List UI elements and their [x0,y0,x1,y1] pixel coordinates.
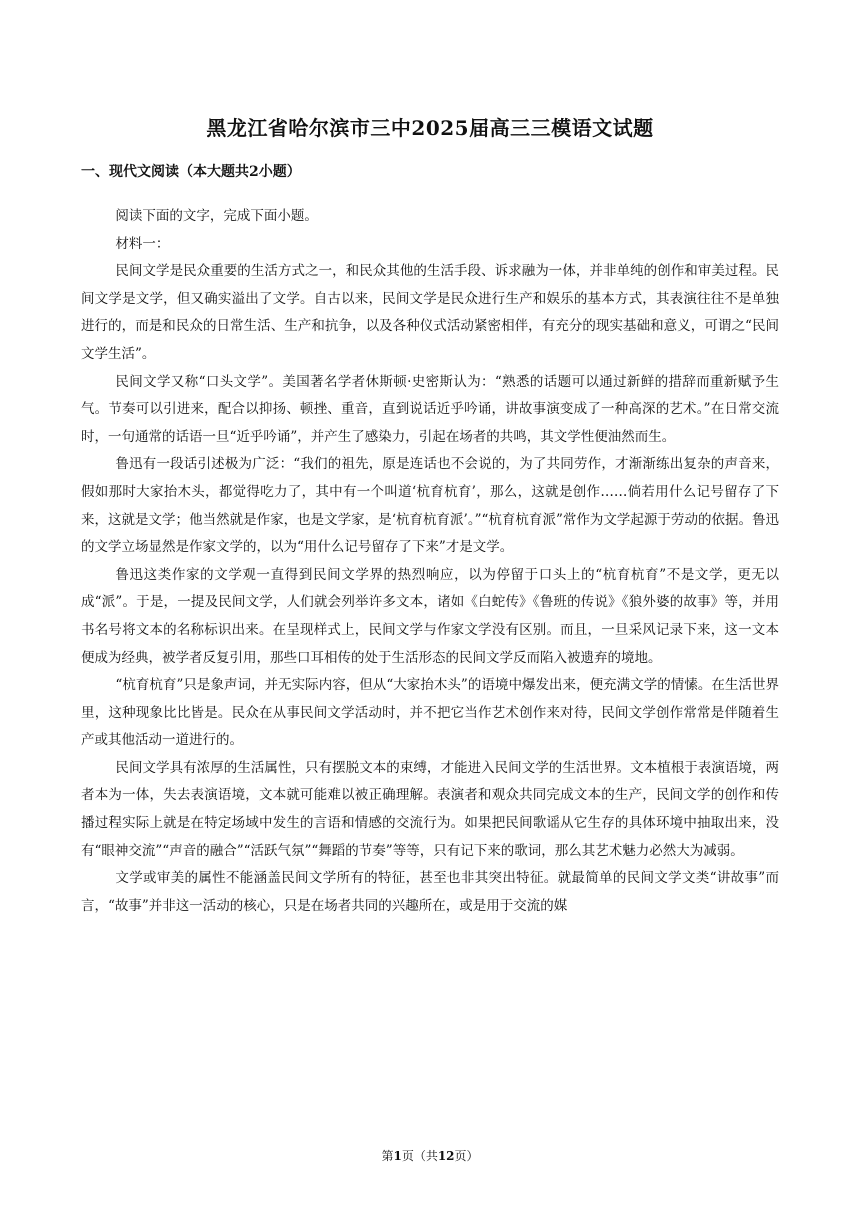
footer-middle: 页（共 [401,1149,438,1163]
section-heading: 一、现代文阅读（本大题共2小题） [81,164,301,180]
body-paragraph: 民间文学具有浓厚的生活属性，只有摆脱文本的束缚，才能进入民间文学的生活世界。文本植根于表演语境，两者本为一体，失去表演语境，文本就可能难以被正确理解。表演者和观众共同完成文本的生产，民间文学的创作和传播过程实际上就是在特定场域中发生的言语和情感的交流行为。如果把民间歌谣从它生存的具体环境中抽取出来，没有“眼神交流”“声音的融合”“活跃气氛”“舞蹈的节奏”等等，只有记下来的歌词，那么其艺术魅力必然大为减弱。 [81,759,779,859]
body-paragraph: 民间文学又称“口头文学”。美国著名学者休斯顿·史密斯认为：“熟悉的话题可以通过新鲜的措辞而重新赋予生气。节奏可以引进来，配合以抑扬、顿挫、重音，直到说话近乎吟诵，讲故事演变成了一种高深的艺术。”在日常交流时，一句通常的话语一旦“近乎吟诵”，并产生了感染力，引起在场者的共鸣，其文学性便油然而生。 [81,373,779,445]
body-paragraph: “杭育杭育”只是象声词，并无实际内容，但从“大家抬木头”的语境中爆发出来，便充满文学的情愫。在生活世界里，这种现象比比皆是。民众在从事民间文学活动时，并不把它当作艺术创作来对待，民间文学创作常常是伴随着生产或其他活动一道进行的。 [81,677,779,749]
material-label: 材料一： [115,235,170,252]
document-body [81,203,779,920]
body-paragraph: 民间文学是民众重要的生活方式之一，和民众其他的生活手段、诉求融为一体，并非单纯的创作和审美过程。民间文学是文学，但又确实溢出了文学。自古以来，民间文学是民众进行生产和娱乐的基本方式，其表演往往不是单独进行的，而是和民众的日常生活、生产和抗争，以及各种仪式活动紧密相伴，有充分的现实基础和意义，可谓之“民间文学生活”。 [81,263,779,362]
body-paragraph: 鲁迅有一段话引述极为广泛：“我们的祖先，原是连话也不会说的，为了共同劳作，才渐渐练出复杂的声音来，假如那时大家抬木头，都觉得吃力了，其中有一个叫道‘杭育杭育’，那么，这就是创作……倘若用什么记号留存了下来，这就是文学；他当然就是作家，也是文学家，是‘杭育杭育派’。”“杭育杭育派”常作为文学起源于劳动的依据。鲁迅的文学立场显然是作家文学的，以为“用什么记号留存了下来”才是文学。 [81,456,779,556]
body-paragraph: 文学或审美的属性不能涵盖民间文学所有的特征，甚至也非其突出特征。就最简单的民间文学文类“讲故事”而言，“故事”并非这一活动的核心，只是在场者共同的兴趣所在，或是用于交流的媒 [81,870,779,914]
footer-prefix: 第 [381,1149,394,1163]
current-page-number: 1 [393,1149,402,1163]
page-footer [0,1148,860,1164]
total-pages-number: 12 [437,1149,455,1163]
footer-suffix: 页） [454,1149,479,1163]
body-paragraph: 鲁迅这类作家的文学观一直得到民间文学界的热烈响应，以为停留于口头上的“杭育杭育”不是文学，更无以成“派”。于是，一提及民间文学，人们就会列举许多文本，诸如《白蛇传》《鲁班的传说》《狼外婆的故事》等，并用书名号将文本的名称标识出来。在呈现样式上，民间文学与作家文学没有区别。而且，一旦采风记录下来，这一文本便成为经典，被学者反复引用，那些口耳相传的处于生活形态的民间文学反而陷入被遗弃的境地。 [81,566,779,666]
instruction-paragraph: 阅读下面的文字，完成下面小题。 [115,208,318,224]
document-title: 黑龙江省哈尔滨市三中2025届高三三模语文试题 [206,116,654,140]
